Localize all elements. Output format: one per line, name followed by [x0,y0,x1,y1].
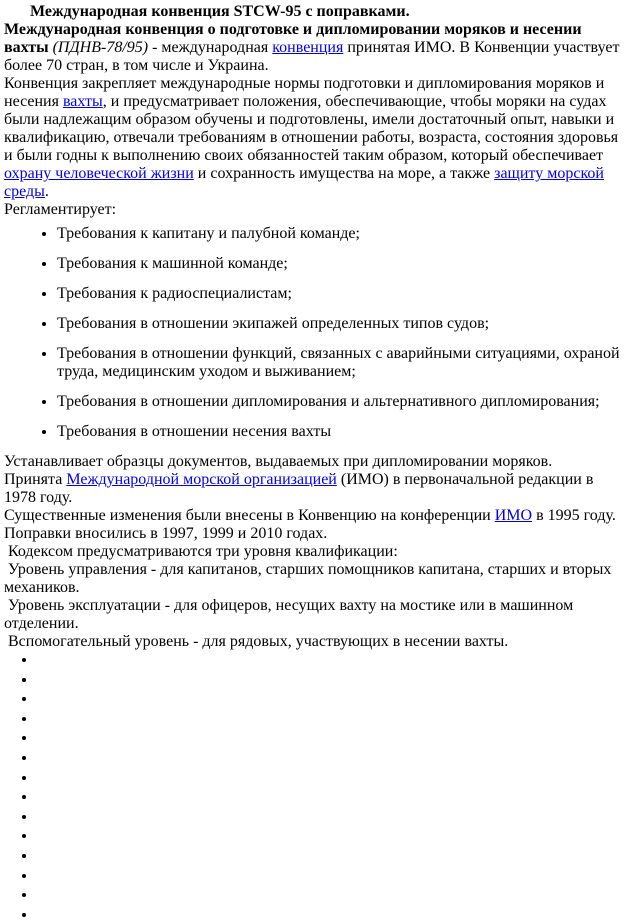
adopted-line [4,471,622,507]
marine-environment-link[interactable]: защиту морской среды [4,165,604,200]
adopted-suffix: (ИМО) в первоначальной редакции в 1978 году. [4,471,594,506]
life-safety-link[interactable]: охрану человеческой жизни [4,165,194,182]
requirement-item: • Требования к капитану и палубной команде; [57,225,622,243]
empty-list-item [37,729,277,749]
establishes-line: Устанавливает образцы документов, выдаваемых при дипломировании моряков. [4,453,553,470]
intro-after-link: принятая ИМО. В Конвенции участвует более 70 стран, в том числе и Украина. [4,39,620,74]
level-support-line: Вспомогательный уровень - для рядовых, участвующих в несении вахты. [4,633,509,650]
empty-list-item [37,651,277,671]
empty-list-item [37,710,277,730]
changes-prefix: Существенные изменения были внесены в Конвенцию на конференции [4,507,495,524]
scope-text-2: , и предусматривает положения, обеспечивающие, чтобы моряки на судах были надлежащим образом обучены и подготовлены, имели достаточный опыт, навыки и квалификацию, отвечали требованиям в отношении работы, возраста, состояния здоровья и были годны к выполнению своих обязанностей таким образом, который обеспечивает [4,93,619,164]
scope-text-3: и сохранность имущества на море, а также [193,165,495,182]
empty-list-item [37,847,277,867]
level-management-line: Уровень управления - для капитанов, старших помощников капитана, старших и вторых механиков. [4,561,616,596]
regulates-heading: Регламентирует: [4,201,117,218]
convention-abbreviation: (ПДНВ-78/95) [52,39,153,56]
empty-list-item [37,867,277,887]
requirement-item: • Требования в отношении несения вахты [57,423,622,441]
adopted-prefix: Принята [4,471,67,488]
intro-dash-text: - международная [152,39,273,56]
empty-list-item [37,886,277,906]
scope-text-1: Конвенция закрепляет международные нормы подготовки и дипломирования моряков и несения [4,75,605,110]
intro-bold-lead: Международная конвенция о подготовке и дипломировании моряков и несении вахты [4,21,582,56]
requirement-item: • Требования в отношении функций, связанных с аварийными ситуациями, охраной труда, медицинским уходом и выживанием; [57,345,622,381]
intro-paragraph [4,21,622,75]
requirement-item: • Требования к машинной команде; [57,255,622,273]
changes-line [4,507,622,525]
empty-list-item [37,749,277,769]
empty-list-item [37,808,277,828]
empty-list-item [37,690,277,710]
empty-list-item [37,769,277,789]
empty-list-item [37,827,277,847]
changes-suffix: в 1995 году. [532,507,616,524]
requirement-item: • Требования к радиоспециалистам; [57,285,622,303]
scope-paragraph [4,75,622,201]
requirement-item: • Требования в отношении экипажей определенных типов судов; [57,315,622,333]
requirement-item: • Требования в отношении дипломирования и альтернативного дипломирования; [57,393,622,411]
code-levels-heading: Кодексом предусматриваются три уровня квалификации: [4,543,398,560]
scope-text-4: . [44,183,49,200]
level-operational-line: Уровень эксплуатации - для офицеров, несущих вахту на мостике или в машинном отделении. [4,597,578,632]
watch-link[interactable]: вахты [62,93,103,110]
requirements-list [4,225,622,441]
imo-organization-link[interactable]: Международной морской организацией [66,471,337,488]
empty-list-item [37,906,277,924]
amendments-line: Поправки вносились в 1997, 1999 и 2010 годах. [4,525,328,542]
convention-link[interactable]: конвенция [272,39,344,56]
empty-list-item [37,671,277,691]
imo-link[interactable]: ИМО [494,507,533,524]
empty-list-item [37,788,277,808]
page-title: Международная конвенция STCW-95 с поправками. [30,3,410,20]
empty-bullet-list [4,651,277,924]
